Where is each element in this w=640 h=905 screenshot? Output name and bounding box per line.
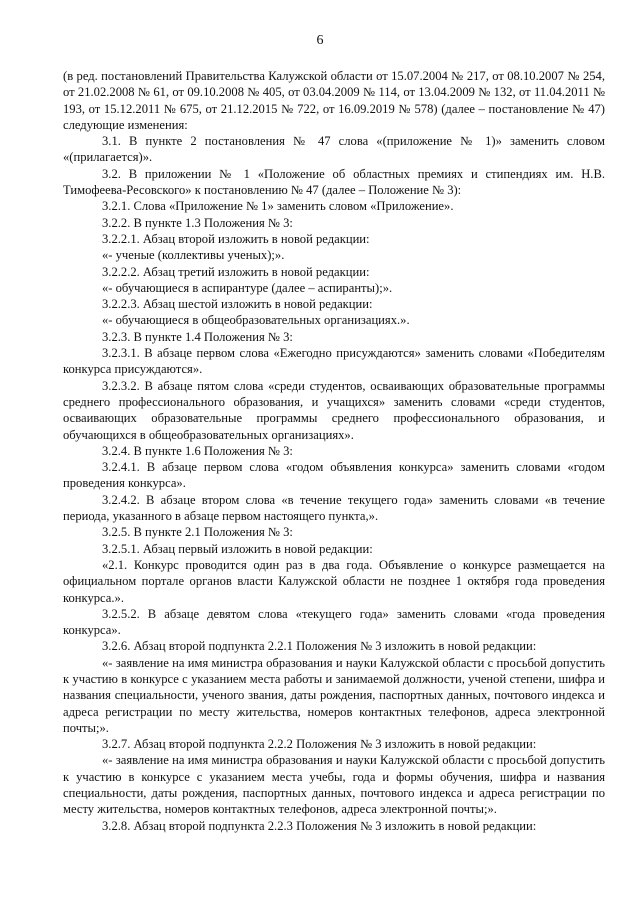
paragraph-3-2-5-2: 3.2.5.2. В абзаце девятом слова «текущего года» заменить словами «года проведения конкурса». [63,606,605,638]
paragraph-3-1: 3.1. В пункте 2 постановления № 47 слова «(приложение № 1)» заменить словом «(прилагается)». [63,134,605,165]
paragraph-3-2-4-1: 3.2.4.1. В абзаце первом слова «годом объявления конкурса» заменить словами «годом проведения конкурса». [63,460,605,491]
quote-application-scientists: «- заявление на имя министра образования и науки Калужской области с просьбой допустить к участию в конкурсе с указанием места работы и занимаемой должности, ученой степени, шифра и названия специальности, ученого звания, даты рождения, паспортных данных, почтового индекса и адреса регистрации по месту жительства, номеров контактных телефонов, адреса электронной почты;». [63,655,605,735]
paragraph-3-2-3-1: 3.2.3.1. В абзаце первом слова «Ежегодно присуждаются» заменить словами «Победителям конкурса присуждаются». [63,346,605,377]
paragraph-3-2-1: 3.2.1. Слова «Приложение № 1» заменить словом «Приложение». [102,199,454,214]
paragraph-3-2-3: 3.2.3. В пункте 1.4 Положения № 3: [102,329,293,344]
quote-contest-announcement: «2.1. Конкурс проводится один раз в два года. Объявление о конкурсе размещается на официальном портале органов власти Калужской области не позднее 1 октября года проведения конкурса.». [63,557,605,605]
quote-school-students: «- обучающиеся в общеобразовательных организациях.». [102,313,410,328]
paragraph-3-2-2: 3.2.2. В пункте 1.3 Положения № 3: [102,215,293,230]
document-body [63,68,605,834]
paragraph-3-2-2-1: 3.2.2.1. Абзац второй изложить в новой редакции: [102,231,370,246]
paragraph-3-2-8: 3.2.8. Абзац второй подпункта 2.2.3 Положения № 3 изложить в новой редакции: [102,818,537,833]
quote-application-students: «- заявление на имя министра образования и науки Калужской области с просьбой допустить к участию в конкурсе с указанием места учебы, года и формы обучения, шифра и названия специальности, даты рождения, паспортных данных, почтового индекса и адреса регистрации по месту жительства, номеров контактных телефонов, адреса электронной почты;». [63,753,605,817]
paragraph-3-2-4: 3.2.4. В пункте 1.6 Положения № 3: [102,443,293,458]
paragraph-3-2-2-3: 3.2.2.3. Абзац шестой изложить в новой редакции: [102,297,373,312]
paragraph-3-2: 3.2. В приложении № 1 «Положение об областных премиях и стипендиях им. Н.В. Тимофеева-Ресовского» к постановлению № 47 (далее – Положение № 3): [63,166,605,198]
paragraph-3-2-3-2: 3.2.3.2. В абзаце пятом слова «среди студентов, осваивающих образовательные программы среднего профессионального образования, и учащихся» заменить словами «среди студентов, осваивающих образовательные программы среднего профессионального образования, и обучающихся в общеобразовательных организациях». [63,378,605,442]
page-number: 6 [316,33,324,48]
paragraph-preamble-amendments: (в ред. постановлений Правительства Калужской области от 15.07.2004 № 217, от 08.10.2007 № 254, от 21.02.2008 № 61, от 09.10.2008 № 405, от 03.04.2009 № 114, от 13.04.2009 № 132, от 11.04.2011 № 193, от 15.12.2011 № 675, от 21.12.2015 № 722, от 16.09.2019 № 578) (далее – постановление № 47) следующие изменения: [63,69,605,132]
paragraph-3-2-5: 3.2.5. В пункте 2.1 Положения № 3: [102,525,293,540]
paragraph-3-2-5-1: 3.2.5.1. Абзац первый изложить в новой редакции: [102,541,373,556]
quote-scientists: «- ученые (коллективы ученых);». [102,248,285,263]
paragraph-3-2-2-2: 3.2.2.2. Абзац третий изложить в новой редакции: [102,264,370,279]
paragraph-3-2-6: 3.2.6. Абзац второй подпункта 2.2.1 Положения № 3 изложить в новой редакции: [102,639,537,654]
quote-postgraduates: «- обучающиеся в аспирантуре (далее – аспиранты);». [102,280,393,295]
paragraph-3-2-4-2: 3.2.4.2. В абзаце втором слова «в течение текущего года» заменить словами «в течение периода, указанного в абзаце первом настоящего пункта,». [63,492,605,524]
paragraph-3-2-7: 3.2.7. Абзац второй подпункта 2.2.2 Положения № 3 изложить в новой редакции: [102,737,537,752]
